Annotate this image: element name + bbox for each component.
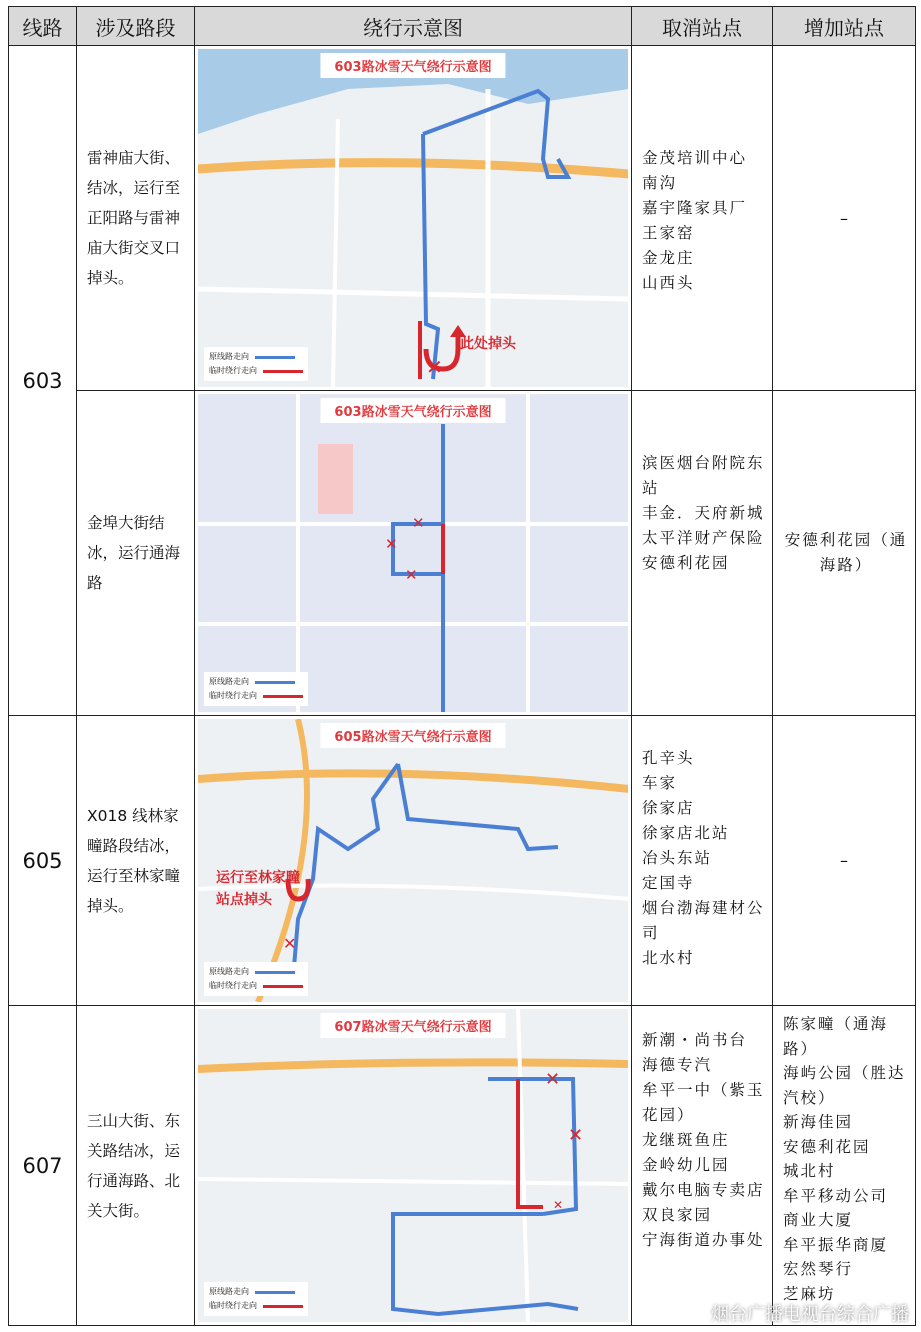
list-item: 山西头 xyxy=(642,274,695,292)
list-item: 双良家园 xyxy=(642,1206,713,1224)
detour-map xyxy=(195,46,632,391)
list-item: 新潮・尚书台 xyxy=(642,1031,748,1049)
header-route: 线路 xyxy=(9,7,77,46)
cancel-stops xyxy=(632,391,773,716)
list-item: 宏然琴行 xyxy=(783,1260,854,1278)
add-stops xyxy=(773,1006,916,1326)
list-item: 南沟 xyxy=(642,174,678,192)
list-item: 王家窑 xyxy=(642,224,695,242)
list-item: 海德专汽 xyxy=(642,1056,713,1074)
list-item: 徐家店 xyxy=(642,799,695,817)
header-map: 绕行示意图 xyxy=(195,7,632,46)
list-item: 牟平振华商厦 xyxy=(783,1235,889,1254)
list-item: 城北村 xyxy=(783,1162,836,1180)
header-cancel-stops: 取消站点 xyxy=(632,7,773,46)
detour-map xyxy=(195,391,632,716)
list-item: 戴尔电脑专卖店 xyxy=(642,1181,765,1199)
svg-text:✕: ✕ xyxy=(553,1198,564,1212)
list-item: 北水村 xyxy=(642,949,695,967)
svg-text:✕: ✕ xyxy=(385,535,398,553)
route-number: 607 xyxy=(9,1006,77,1326)
list-item: 龙继斑鱼庄 xyxy=(642,1131,730,1149)
map-title: 603路冰雪天气绕行示意图 xyxy=(320,398,505,423)
legend-original-route: 原线路走向 xyxy=(209,1287,249,1296)
map-legend xyxy=(204,347,308,381)
route-number: 603 xyxy=(9,46,77,716)
list-item: 孔辛头 xyxy=(642,749,695,767)
map-legend xyxy=(204,1282,308,1316)
list-item: 牟平一中（紫玉花园） xyxy=(642,1081,765,1124)
list-item: 冶头东站 xyxy=(642,849,713,867)
list-item: 商业大厦 xyxy=(783,1211,854,1229)
table-row xyxy=(9,391,916,716)
legend-detour-route: 临时绕行走向 xyxy=(209,1301,257,1310)
legend-detour-route: 临时绕行走向 xyxy=(209,691,257,700)
map-legend xyxy=(204,962,308,996)
route-number: 605 xyxy=(9,716,77,1006)
map-legend xyxy=(204,672,308,706)
list-item: 定国寺 xyxy=(642,874,695,892)
detour-map xyxy=(195,1006,632,1326)
segment-text: 三山大街、东关路结冰，运行通海路、北关大街。 xyxy=(77,1006,195,1326)
cancel-stops xyxy=(632,716,773,1006)
segment-text: 金埠大街结冰，运行通海路 xyxy=(77,391,195,716)
header-add-stops: 增加站点 xyxy=(773,7,916,46)
svg-text:✕: ✕ xyxy=(405,566,418,584)
table-row xyxy=(9,46,916,391)
add-stops: – xyxy=(773,46,916,391)
map-annotation: 站点掉头 xyxy=(216,892,272,908)
legend-original-route: 原线路走向 xyxy=(209,967,249,976)
map-title: 603路冰雪天气绕行示意图 xyxy=(320,53,505,78)
svg-text:✕: ✕ xyxy=(568,1125,584,1146)
legend-detour-route: 临时绕行走向 xyxy=(209,981,257,990)
svg-text:✕: ✕ xyxy=(426,355,443,379)
list-item: 滨医烟台附院东站 xyxy=(642,454,765,497)
list-item: 车家 xyxy=(642,774,678,792)
cancel-stops xyxy=(632,46,773,391)
add-stops xyxy=(773,391,916,716)
legend-original-route: 原线路走向 xyxy=(209,677,249,686)
list-item: 陈家疃（通海路） xyxy=(783,1015,889,1058)
list-item: 徐家店北站 xyxy=(642,824,730,842)
list-item: 安德利花园 xyxy=(783,1137,871,1156)
legend-detour-route: 临时绕行走向 xyxy=(209,366,257,375)
list-item: 新海佳园 xyxy=(783,1113,854,1131)
list-item: 烟台渤海建材公司 xyxy=(642,899,765,942)
list-item: 宁海街道办事处 xyxy=(642,1231,765,1249)
map-title: 605路冰雪天气绕行示意图 xyxy=(320,723,505,748)
list-item: 嘉宇隆家具厂 xyxy=(642,199,748,217)
table-row xyxy=(9,716,916,1006)
list-item: 金茂培训中心 xyxy=(642,149,748,167)
list-item: 太平洋财产保险 xyxy=(642,529,765,547)
segment-text: 雷神庙大街、结冰，运行至正阳路与雷神庙大街交叉口掉头。 xyxy=(77,46,195,391)
table-row xyxy=(9,1006,916,1326)
svg-text:✕: ✕ xyxy=(283,934,297,953)
list-item: 牟平移动公司 xyxy=(783,1186,889,1205)
list-item: 安德利花园 xyxy=(642,554,730,572)
header-segment: 涉及路段 xyxy=(77,7,195,46)
watermark: 烟台广播电视台综合广播 xyxy=(711,1304,909,1325)
legend-original-route: 原线路走向 xyxy=(209,352,249,361)
svg-text:✕: ✕ xyxy=(545,1069,561,1090)
map-title: 607路冰雪天气绕行示意图 xyxy=(320,1013,505,1038)
detour-map xyxy=(195,716,632,1006)
map-annotation: 运行至林家疃 xyxy=(216,870,300,886)
detour-table xyxy=(8,6,916,1326)
svg-text:✕: ✕ xyxy=(412,514,425,532)
list-item: 芝麻坊 xyxy=(783,1284,836,1303)
add-stops: – xyxy=(773,716,916,1006)
segment-text: X018 线林家疃路段结冰，运行至林家疃掉头。 xyxy=(77,716,195,1006)
map-annotation: 此处掉头 xyxy=(460,336,516,352)
list-item: 金岭幼儿园 xyxy=(642,1156,730,1174)
list-item: 海屿公园（胜达汽校） xyxy=(783,1064,906,1107)
cancel-stops xyxy=(632,1006,773,1326)
list-item: 安德利花园（通海路） xyxy=(784,531,908,574)
list-item: 丰金．天府新城 xyxy=(642,504,765,522)
header-row xyxy=(9,7,916,46)
list-item: 金龙庄 xyxy=(642,249,695,267)
